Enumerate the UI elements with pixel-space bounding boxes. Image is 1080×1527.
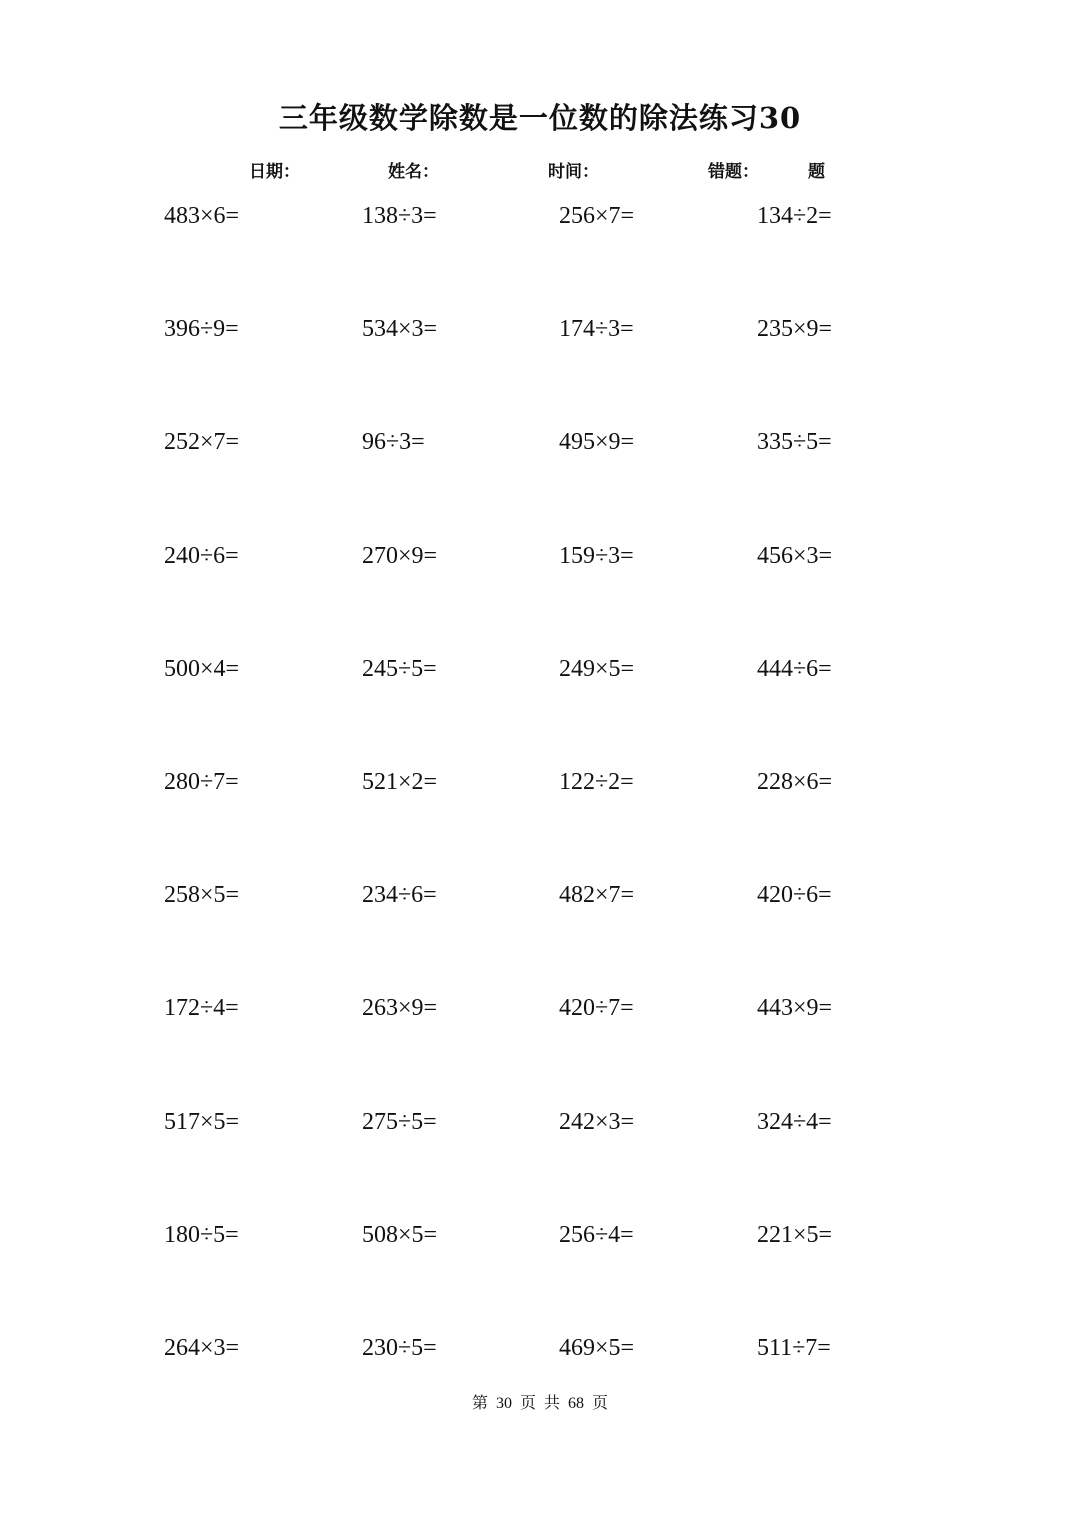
problem: 234÷6= bbox=[362, 882, 437, 909]
problem: 96÷3= bbox=[362, 429, 425, 456]
problem: 242×3= bbox=[559, 1108, 635, 1135]
problem-row bbox=[164, 1217, 964, 1330]
time-label: 时间： bbox=[548, 162, 599, 182]
problem-row bbox=[164, 877, 964, 990]
problem-row bbox=[164, 1104, 964, 1217]
problem: 469×5= bbox=[559, 1334, 635, 1361]
problem: 534×3= bbox=[362, 316, 438, 343]
problem: 180÷5= bbox=[164, 1221, 239, 1248]
problem: 174÷3= bbox=[559, 316, 634, 343]
problem-row bbox=[164, 311, 964, 424]
problem: 517×5= bbox=[164, 1108, 240, 1135]
problem: 263×9= bbox=[362, 995, 438, 1022]
problem: 456×3= bbox=[757, 542, 833, 569]
errors-unit: 题 bbox=[808, 162, 825, 182]
problem: 138÷3= bbox=[362, 203, 437, 229]
problem: 235×9= bbox=[757, 316, 833, 343]
problem: 256÷4= bbox=[559, 1221, 634, 1248]
problem: 482×7= bbox=[559, 882, 635, 909]
problem: 495×9= bbox=[559, 429, 635, 456]
problem: 230÷5= bbox=[362, 1334, 437, 1361]
problem-row bbox=[164, 651, 964, 764]
problem: 508×5= bbox=[362, 1221, 438, 1248]
problem: 280÷7= bbox=[164, 768, 239, 795]
errors-label: 错题： bbox=[708, 162, 759, 182]
problem-row bbox=[164, 990, 964, 1103]
problem: 258×5= bbox=[164, 882, 240, 909]
problem: 249×5= bbox=[559, 655, 635, 682]
problem: 483×6= bbox=[164, 203, 240, 229]
problem: 159÷3= bbox=[559, 542, 634, 569]
problem: 252×7= bbox=[164, 429, 240, 456]
problem: 264×3= bbox=[164, 1334, 240, 1361]
problem: 256×7= bbox=[559, 203, 635, 229]
problem: 270×9= bbox=[362, 542, 438, 569]
problem-row bbox=[164, 198, 964, 311]
problem: 500×4= bbox=[164, 655, 240, 682]
problem-row bbox=[164, 1330, 964, 1443]
problem: 324÷4= bbox=[757, 1108, 832, 1135]
problem: 444÷6= bbox=[757, 655, 832, 682]
problem: 443×9= bbox=[757, 995, 833, 1022]
date-label: 日期： bbox=[249, 162, 300, 182]
problem: 420÷6= bbox=[757, 882, 832, 909]
page-footer: 第 30 页 共 68 页 bbox=[471, 1395, 608, 1412]
name-label: 姓名： bbox=[388, 162, 439, 182]
problem-grid bbox=[164, 198, 964, 1443]
problem-row bbox=[164, 424, 964, 537]
problem: 240÷6= bbox=[164, 542, 239, 569]
problem-row bbox=[164, 538, 964, 651]
problem: 521×2= bbox=[362, 768, 438, 795]
page-title: 三年级数学除数是一位数的除法练习30 bbox=[278, 101, 802, 135]
problem-row bbox=[164, 764, 964, 877]
problem: 122÷2= bbox=[559, 768, 634, 795]
problem: 335÷5= bbox=[757, 429, 832, 456]
problem: 420÷7= bbox=[559, 995, 634, 1022]
problem: 228×6= bbox=[757, 768, 833, 795]
problem: 275÷5= bbox=[362, 1108, 437, 1135]
problem: 511÷7= bbox=[757, 1334, 831, 1361]
problem: 245÷5= bbox=[362, 655, 437, 682]
problem: 396÷9= bbox=[164, 316, 239, 343]
problem: 134÷2= bbox=[757, 203, 832, 229]
problem: 221×5= bbox=[757, 1221, 833, 1248]
problem: 172÷4= bbox=[164, 995, 239, 1022]
